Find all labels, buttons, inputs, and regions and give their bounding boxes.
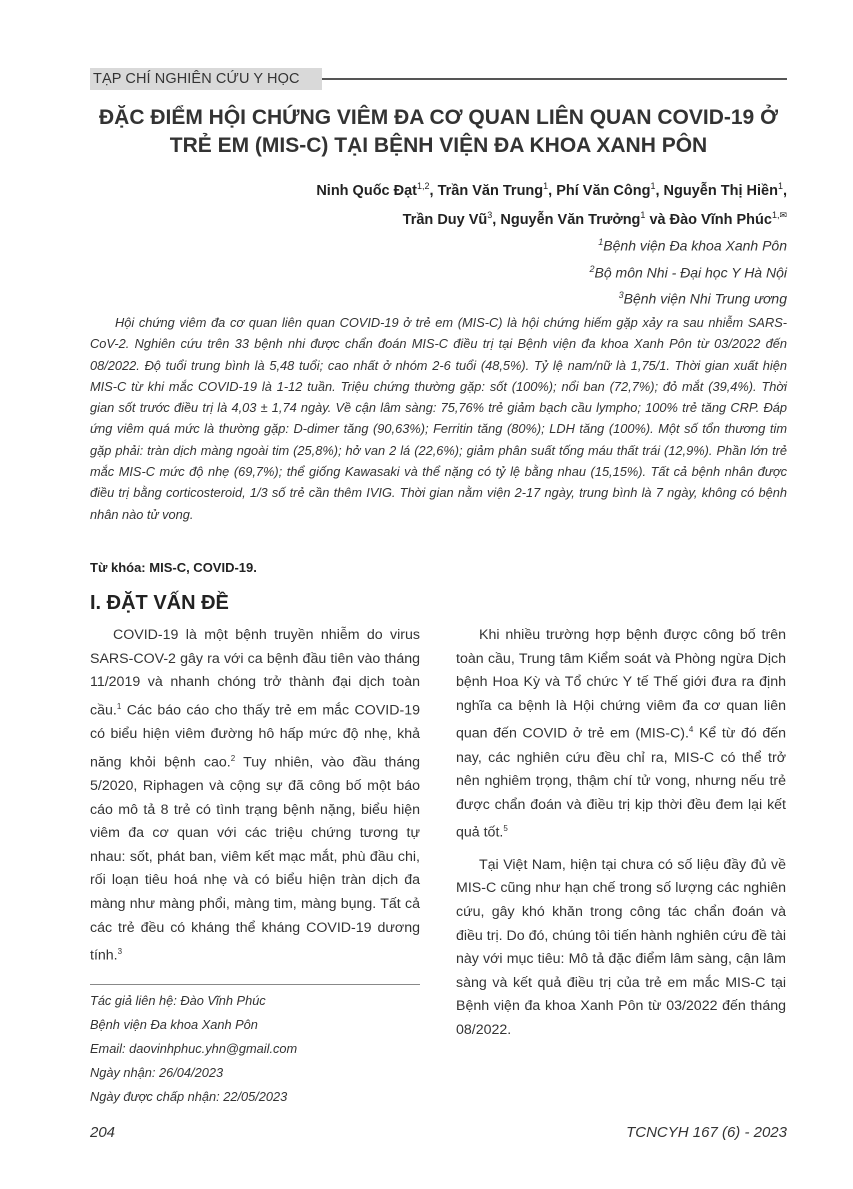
article-title xyxy=(90,104,787,160)
journal-citation: TCNCYH 167 (6) - 2023 xyxy=(626,1124,787,1141)
header-rule xyxy=(322,78,787,80)
affiliation-sup: 3 xyxy=(618,290,624,301)
left-column xyxy=(90,624,420,977)
paragraph-text: Các báo cáo cho thấy trẻ em mắc COVID-19 có biểu hiện viêm đường hô hấp mức độ nhẹ, khả năng khỏi bệnh cao. xyxy=(90,702,420,771)
author-name: Nguyễn Văn Trưởng xyxy=(500,211,641,228)
paragraph-text: Tuy nhiên, vào đầu tháng 5/2020, Riphagen và cộng sự đã công bố một báo cáo mô tả 8 trẻ có tình trạng bệnh nặng, biểu hiện viêm đa cơ quan với các triệu chứng tương tự nhau: sốt, phát ban, viêm kết mạc mắt, phù đầu chi, rối loạn tiêu hoá nhẹ và có biểu hiện tràn dịch đa màng như màng phổi, màng tim, màng bụng. Tất cả các trẻ đều có kháng thể kháng COVID-19 dương tính. xyxy=(90,754,420,964)
citation-link[interactable]: 1 xyxy=(116,701,122,711)
title-line-1: ĐẶC ĐIỂM HỘI CHỨNG VIÊM ĐA CƠ QUAN LIÊN QUAN COVID-19 Ở xyxy=(98,106,778,129)
citation-link[interactable]: 4 xyxy=(688,725,694,735)
abstract: Hội chứng viêm đa cơ quan liên quan COVID-19 ở trẻ em (MIS-C) là hội chứng hiếm gặp xảy ra sau nhiễm SARS-CoV-2. Nghiên cứu trên 33 bệnh nhi được chẩn đoán MIS-C điều trị tại Bệnh viện đa khoa Xanh Pôn từ 03/2022 đến 08/2022. Độ tuổi trung bình là 5,48 tuổi; cao nhất ở nhóm 2-6 tuổi (48,5%). Tỷ lệ nam/nữ là 1,75/1. Thời gian xuất hiện MIS-C từ khi mắc COVID-19 là 1-12 tuần. Triệu chứng thường gặp: sốt (100%); nổi ban (72,7%); đỏ mắt (39,4%). Thời gian sốt trước điều trị là 4,03 ± 1,74 ngày. Về cận lâm sàng: 75,76% trẻ giảm bạch cầu lympho; 100% trẻ tăng CRP. Đáp ứng viêm quá mức là thường gặp: D-dimer tăng (90,63%); Ferritin tăng (80%); LDH tăng (100%). Một số tổn thương tim gặp phải: tràn dịch màng ngoài tim (25,8%); hở van 2 lá (22,6%); giảm phân suất tống máu thất trái (12,9%). Phần lớn trẻ mắc MIS-C mức độ nhẹ (69,7%); thể giống Kawasaki và thể nặng có tỷ lệ bằng nhau (15,15%). Tất cả bệnh nhân được điều trị bằng corticosteroid, 1/3 số trẻ cần thêm IVIG. Thời gian nằm viện 2-17 ngày, trung bình là 7 ngày, không có bệnh nhân nào tử vong. xyxy=(90,315,787,522)
affiliation-item xyxy=(590,258,787,285)
affiliation-item xyxy=(590,231,787,258)
author-affil-sup: 1 xyxy=(543,181,549,191)
page-number: 204 xyxy=(90,1124,116,1141)
accepted-date: Ngày được chấp nhận: 22/05/2023 xyxy=(90,1089,288,1104)
citation-link[interactable]: 5 xyxy=(503,824,508,834)
section-heading: I. ĐẶT VẤN ĐỀ xyxy=(90,592,229,614)
author-affil-sup: 1,2 xyxy=(417,181,430,191)
affiliation-list xyxy=(590,231,787,311)
affiliation-sup: 2 xyxy=(589,263,595,274)
author-name: Đào Vĩnh Phúc xyxy=(669,211,772,228)
author-affil-sup: 3 xyxy=(487,209,493,220)
citation-link[interactable]: 2 xyxy=(230,753,236,763)
author-name: Nguyễn Thị Hiền xyxy=(663,182,778,199)
affiliation-text: Bệnh viện Đa khoa Xanh Pôn xyxy=(603,237,787,254)
author-affil-sup: 1 xyxy=(650,181,656,191)
affiliation-sup: 1 xyxy=(598,237,604,247)
paragraph: Tại Việt Nam, hiện tại chưa có số liệu đầy đủ về MIS-C cũng như hạn chế trong số lượng các nghiên cứu, gây khó khăn trong công tác chẩn đoán và điều trị. Do đó, chúng tôi tiến hành nghiên cứu đề tài này với mục tiêu: Mô tả đặc điểm lâm sàng, cận lâm sàng và kết quả điều trị của trẻ em mắc MIS-C tại Bệnh viện đa khoa Xanh Pôn từ 03/2022 đến tháng 08/2022. xyxy=(456,856,786,1038)
author-affil-sup: 1 xyxy=(777,181,783,191)
right-column xyxy=(456,624,786,1051)
correspondence-box xyxy=(90,984,420,1109)
author-affil-sup: 1,✉ xyxy=(771,209,787,220)
author-name: Ninh Quốc Đạt xyxy=(316,182,418,199)
journal-header xyxy=(90,68,787,90)
paragraph-text: Khi nhiều trường hợp bệnh được công bố trên toàn cầu, Trung tâm Kiểm soát và Phòng ngừa Dịch bệnh Hoa Kỳ và Tổ chức Y tế Thế giới đưa ra định nghĩa ca bệnh là Hội chứng viêm đa cơ quan liên quan đến COVID ở trẻ em (MIS-C). xyxy=(456,627,786,743)
author-name: Phí Văn Công xyxy=(556,182,651,199)
paragraph-text: COVID-19 là một bệnh truyền nhiễm do virus SARS-COV-2 gây ra với ca bệnh đầu tiên vào tháng 11/2019 và nhanh chóng trở thành đại dịch toàn cầu. xyxy=(90,627,420,719)
paragraph xyxy=(90,624,420,969)
affiliation-text: Bộ môn Nhi - Đại học Y Hà Nội xyxy=(594,264,787,281)
affiliation-item xyxy=(590,284,787,311)
citation-link[interactable]: 3 xyxy=(117,947,123,957)
author-name: Trần Duy Vũ xyxy=(402,211,488,228)
contact-author: Tác giả liên hệ: Đào Vĩnh Phúc xyxy=(90,993,266,1008)
title-line-2: TRẺ EM (MIS-C) TẠI BỆNH VIỆN ĐA KHOA XANH PÔN xyxy=(169,134,708,157)
author-conjunction: và xyxy=(649,211,666,228)
affiliation-text: Bệnh viện Nhi Trung ương xyxy=(623,290,787,307)
author-list: Ninh Quốc Đạt$^{1,2}$, Trần Văn Trung$^1$, Phí Văn Công$^1$, Nguyễn Thị Hiền$^1$, Trần Duy $Vũ^3$, Nguyễn Văn Trưởng$^1$ và Đào Vĩnh Phúc$^{1,✉}$ xyxy=(316,181,787,228)
contact-email[interactable]: Email: daovinhphuc.yhn@gmail.com xyxy=(90,1041,298,1056)
author-affil-sup: 1 xyxy=(640,209,646,220)
contact-org: Bệnh viện Đa khoa Xanh Pôn xyxy=(90,1017,258,1032)
paragraph xyxy=(456,624,786,846)
paragraph-text: Kể từ đó đến nay, các nghiên cứu đều chỉ ra, MIS-C có thể trở nên nghiêm trọng, thậm chí tử vong, nhưng nếu trẻ được chẩn đoán và điều trị kịp thời đều đem lại kết quả tốt. xyxy=(456,726,786,842)
received-date: Ngày nhận: 26/04/2023 xyxy=(90,1065,224,1080)
keywords: Từ khóa: MIS-C, COVID-19. xyxy=(90,560,257,575)
journal-header-text: TẠP CHÍ NGHIÊN CỨU Y HỌC xyxy=(93,71,300,87)
author-name: Trần Văn Trung xyxy=(437,182,544,199)
